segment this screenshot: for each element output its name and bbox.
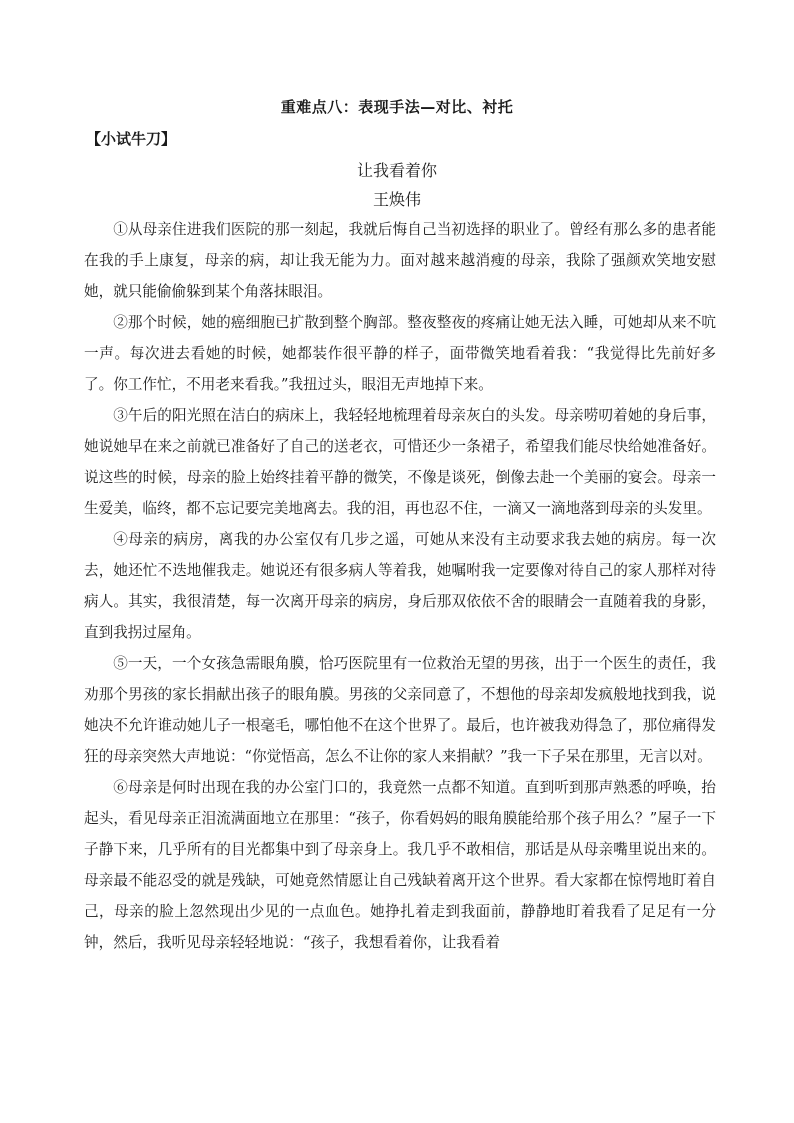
- paragraph-4: ④母亲的病房，离我的办公室仅有几步之遥，可她从来没有主动要求我去她的病房。每一次去，她还忙不迭地催我走。她说还有很多病人等着我，她嘱咐我一定要像对待自己的家人那样对待病人。其实，我很清楚，每一次离开母亲的病房，身后那双依依不舍的眼睛会一直随着我的身影，直到我拐过屋角。: [84, 531, 716, 641]
- essay-author: 王焕伟: [372, 190, 421, 209]
- paragraph-2: ②那个时候，她的癌细胞已扩散到整个胸部。整夜整夜的疼痛让她无法入睡，可她却从来不吭一声。每次进去看她的时候，她都装作很平静的样子，面带微笑地看着我：“我觉得比先前好多了。你工作忙，不用老来看我。”我扭过头，眼泪无声地掉下来。: [84, 314, 716, 393]
- paragraph-6: ⑥母亲是何时出现在我的办公室门口的，我竟然一点都不知道。直到听到那声熟悉的呼唤，抬起头，看见母亲正泪流满面地立在那里：“孩子，你看妈妈的眼角膜能给那个孩子用么？”屋子一下子静下来，几乎所有的目光都集中到了母亲身上。我几乎不敢相信，那话是从母亲嘴里说出来的。母亲最不能忍受的就是残缺，可她竟然情愿让自己残缺着离开这个世界。看大家都在惊愕地盯着自己，母亲的脸上忽然现出少见的一点血色。她挣扎着走到我面前，静静地盯着我看了足足有一分钟，然后，我听见母亲轻轻地说：“孩子，我想看着你，让我看着: [84, 779, 716, 951]
- paragraph-1: ①从母亲住进我们医院的那一刻起，我就后悔自己当初选择的职业了。曾经有那么多的患者能在我的手上康复，母亲的病，却让我无能为力。面对越来越消瘦的母亲，我除了强颜欢笑地安慰她，就只能偷偷躲到某个角落抹眼泪。: [84, 221, 716, 300]
- section-title: 重难点八：表现手法—对比、衬托: [280, 98, 514, 116]
- exercise-label: 【小试牛刀】: [86, 130, 177, 148]
- essay-title: 让我看着你: [356, 161, 437, 180]
- paragraph-3: ③午后的阳光照在洁白的病床上，我轻轻地梳理着母亲灰白的头发。母亲唠叨着她的身后事，她说她早在来之前就已准备好了自己的送老衣，可惜还少一条裙子，希望我们能尽快给她准备好。说这些的时候，母亲的脸上始终挂着平静的微笑，不像是谈死，倒像去赴一个美丽的宴会。母亲一生爱美，临终，都不忘记要完美地离去。我的泪，再也忍不住，一滴又一滴地落到母亲的头发里。: [84, 407, 716, 517]
- essay-body: [84, 214, 716, 958]
- paragraph-5: ⑤一天，一个女孩急需眼角膜，恰巧医院里有一位救治无望的男孩，出于一个医生的责任，我劝那个男孩的家长捐献出孩子的眼角膜。男孩的父亲同意了，不想他的母亲却发疯般地找到我，说她决不允许谁动她儿子一根毫毛，哪怕他不在这个世界了。最后，也许被我劝得急了，那位痛得发狂的母亲突然大声地说：“你觉悟高，怎么不让你的家人来捐献？”我一下子呆在那里，无言以对。: [84, 655, 716, 765]
